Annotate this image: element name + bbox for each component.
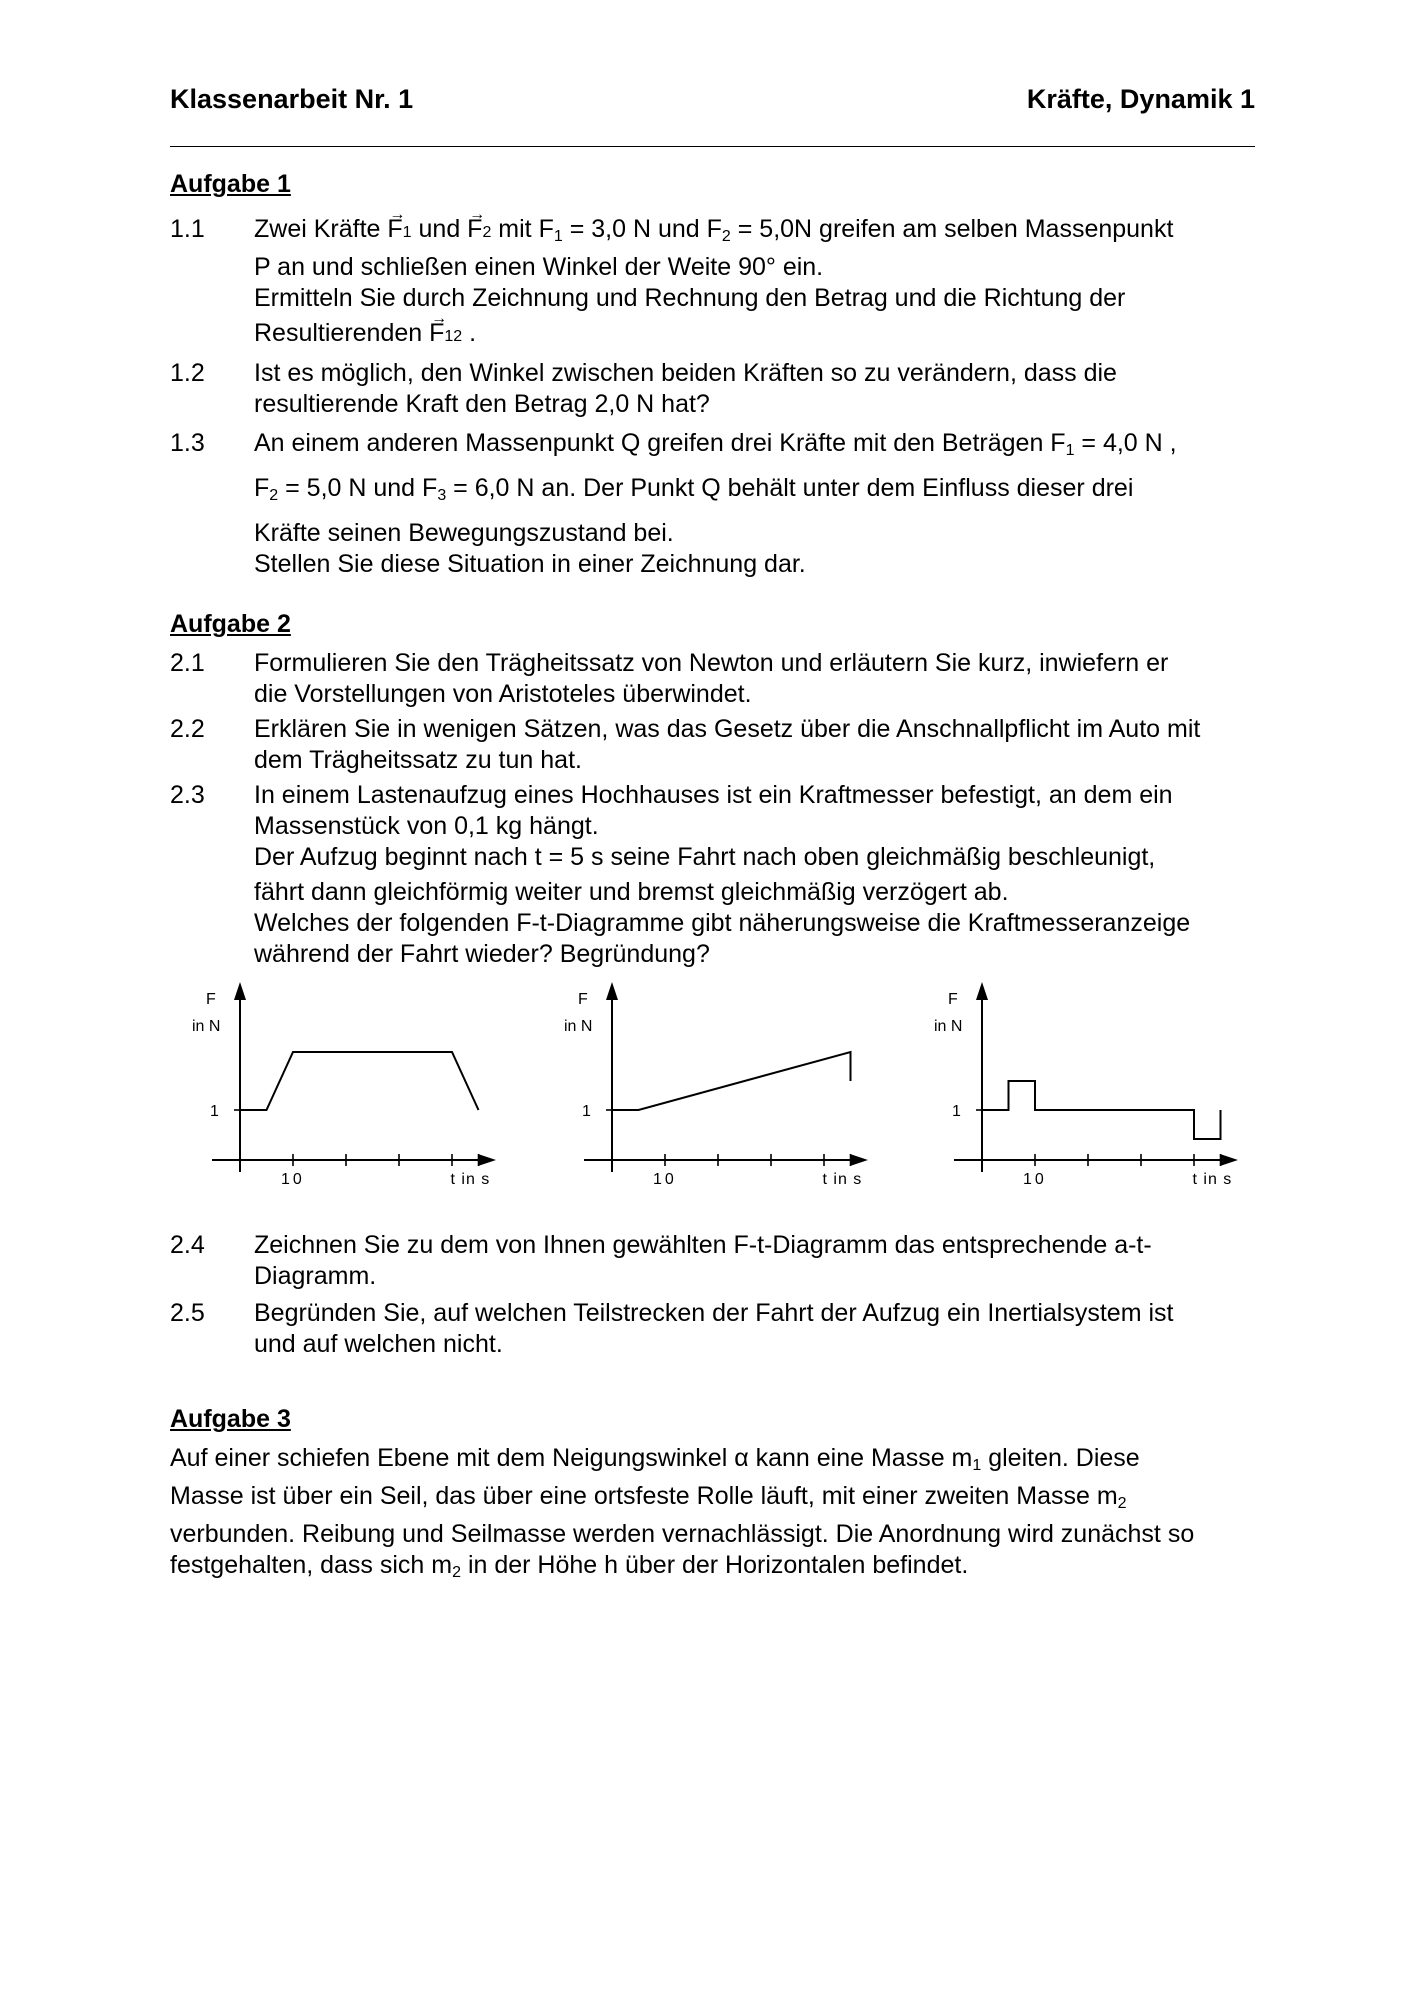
y-axis-unit: in N bbox=[192, 1018, 221, 1035]
force-curve bbox=[240, 1052, 479, 1110]
x-axis-label: t in s bbox=[450, 1171, 491, 1188]
x-axis-label: t in s bbox=[1192, 1171, 1233, 1188]
y-tick-label: 1 bbox=[582, 1103, 591, 1120]
item-text: In einem Lastenaufzug eines Hochhauses ist ein Kraftmesser befestigt, an dem ein Massenstück von 0,1 kg hängt. Der Aufzug beginnt nach t = 5 s seine Fahrt nach oben gleichmäßig beschleunigt, fährt dann gleichförmig weiter und bremst gleichmäßig verzögert ab. Welches der folgenden F-t-Diagramme gibt näherungsweise die Kraftmesseranzeige während der Fahrt wieder? Begründung? bbox=[254, 781, 1191, 968]
x-axis-arrow-icon bbox=[1220, 1154, 1238, 1166]
alpha-symbol: α bbox=[734, 1444, 749, 1472]
y-axis-name: F bbox=[578, 991, 588, 1008]
header-title-right: Kräfte, Dynamik 1 bbox=[1026, 84, 1255, 114]
aufgabe1-title: Aufgabe 1 bbox=[170, 170, 291, 198]
aufgabe2-title: Aufgabe 2 bbox=[170, 610, 291, 638]
item-text: Zeichnen Sie zu dem von Ihnen gewählten F-t-Diagramm das entsprechende a-t- Diagramm. bbox=[254, 1231, 1152, 1290]
y-tick-label: 1 bbox=[210, 1103, 219, 1120]
ft-diagram-1 bbox=[180, 980, 500, 1200]
force-curve bbox=[612, 1052, 851, 1110]
aufgabe3-title: Aufgabe 3 bbox=[170, 1405, 291, 1433]
item-text: Zwei Kräfte → F1 und → F2 mit $F_1 = 3,0$ N und $F_2 = 5,0N$ greifen am selben Massenpunkt P an und schließen einen Winkel der Weite 90° ein. Ermitteln Sie durch Zeichnung und Rechnung den Betrag und die Richtung der Resultierenden → F12 . bbox=[254, 214, 1254, 352]
ft-diagram-2 bbox=[552, 980, 872, 1200]
item-number: 2.5 bbox=[170, 1299, 205, 1327]
page-header bbox=[170, 84, 1255, 115]
header-rule bbox=[170, 146, 1255, 147]
item-text: Formulieren Sie den Trägheitssatz von Newton und erläutern Sie kurz, inwiefern er die Vorstellungen von Aristoteles überwindet. bbox=[254, 649, 1169, 708]
x-tick-label: 10 bbox=[281, 1171, 305, 1188]
item-number: 1.2 bbox=[170, 359, 205, 387]
y-axis-name: F bbox=[948, 991, 958, 1008]
item-text: An einem anderen Massenpunkt Q greifen drei Kräfte mit den Beträgen $F_1 = 4,0$ N , $F_2 = 5,0$ N und $F_3 = 6,0$ N an. Der Punkt Q behält unter dem Einfluss dieser drei Kräfte seinen Bewegungszustand bei. Stellen Sie diese Situation in einer Zeichnung dar. bbox=[254, 429, 1177, 578]
x-axis-label: t in s bbox=[822, 1171, 863, 1188]
x-tick-label: 10 bbox=[1023, 1171, 1047, 1188]
vector-f12: → F12 bbox=[429, 318, 462, 352]
y-axis-name: F bbox=[206, 991, 216, 1008]
aufgabe3-text: Auf einer schiefen Ebene mit dem Neigungswinkel α kann eine Masse $m_1$ gleiten. Diese Masse ist über ein Seil, das über eine ortsfeste Rolle läuft, mit einer zweiten Masse $m_2$ verbunden. Reibung und Seilmasse werden vernachlässigt. Die Anordnung wird zunächst so festgehalten, dass sich $m_2$ in der Höhe h über der Horizontalen befindet. bbox=[170, 1444, 1195, 1581]
y-axis-arrow-icon bbox=[976, 982, 988, 1000]
item-text: Ist es möglich, den Winkel zwischen beiden Kräften so zu verändern, dass die resultierende Kraft den Betrag 2,0 N hat? bbox=[254, 359, 1117, 418]
item-text: Erklären Sie in wenigen Sätzen, was das Gesetz über die Anschnallpflicht im Auto mit dem Trägheitssatz zu tun hat. bbox=[254, 715, 1201, 774]
y-axis-unit: in N bbox=[564, 1018, 593, 1035]
y-axis-arrow-icon bbox=[234, 982, 246, 1000]
item-number: 2.2 bbox=[170, 715, 205, 743]
force-curve bbox=[982, 1081, 1221, 1139]
y-axis-arrow-icon bbox=[606, 982, 618, 1000]
x-axis-arrow-icon bbox=[478, 1154, 496, 1166]
y-axis-unit: in N bbox=[934, 1018, 963, 1035]
ft-diagram-3 bbox=[922, 980, 1242, 1200]
x-tick-label: 10 bbox=[653, 1171, 677, 1188]
item-number: 2.4 bbox=[170, 1231, 205, 1259]
item-number: 1.1 bbox=[170, 215, 205, 243]
x-axis-arrow-icon bbox=[850, 1154, 868, 1166]
header-title-left: Klassenarbeit Nr. 1 bbox=[170, 84, 414, 114]
vector-f1: → F1 bbox=[387, 214, 411, 248]
item-number: 2.3 bbox=[170, 781, 205, 809]
item-number: 1.3 bbox=[170, 429, 205, 457]
item-number: 2.1 bbox=[170, 649, 205, 677]
vector-f2: → F2 bbox=[467, 214, 491, 248]
item-text: Begründen Sie, auf welchen Teilstrecken der Fahrt der Aufzug ein Inertialsystem ist und auf welchen nicht. bbox=[254, 1299, 1174, 1358]
y-tick-label: 1 bbox=[952, 1103, 961, 1120]
